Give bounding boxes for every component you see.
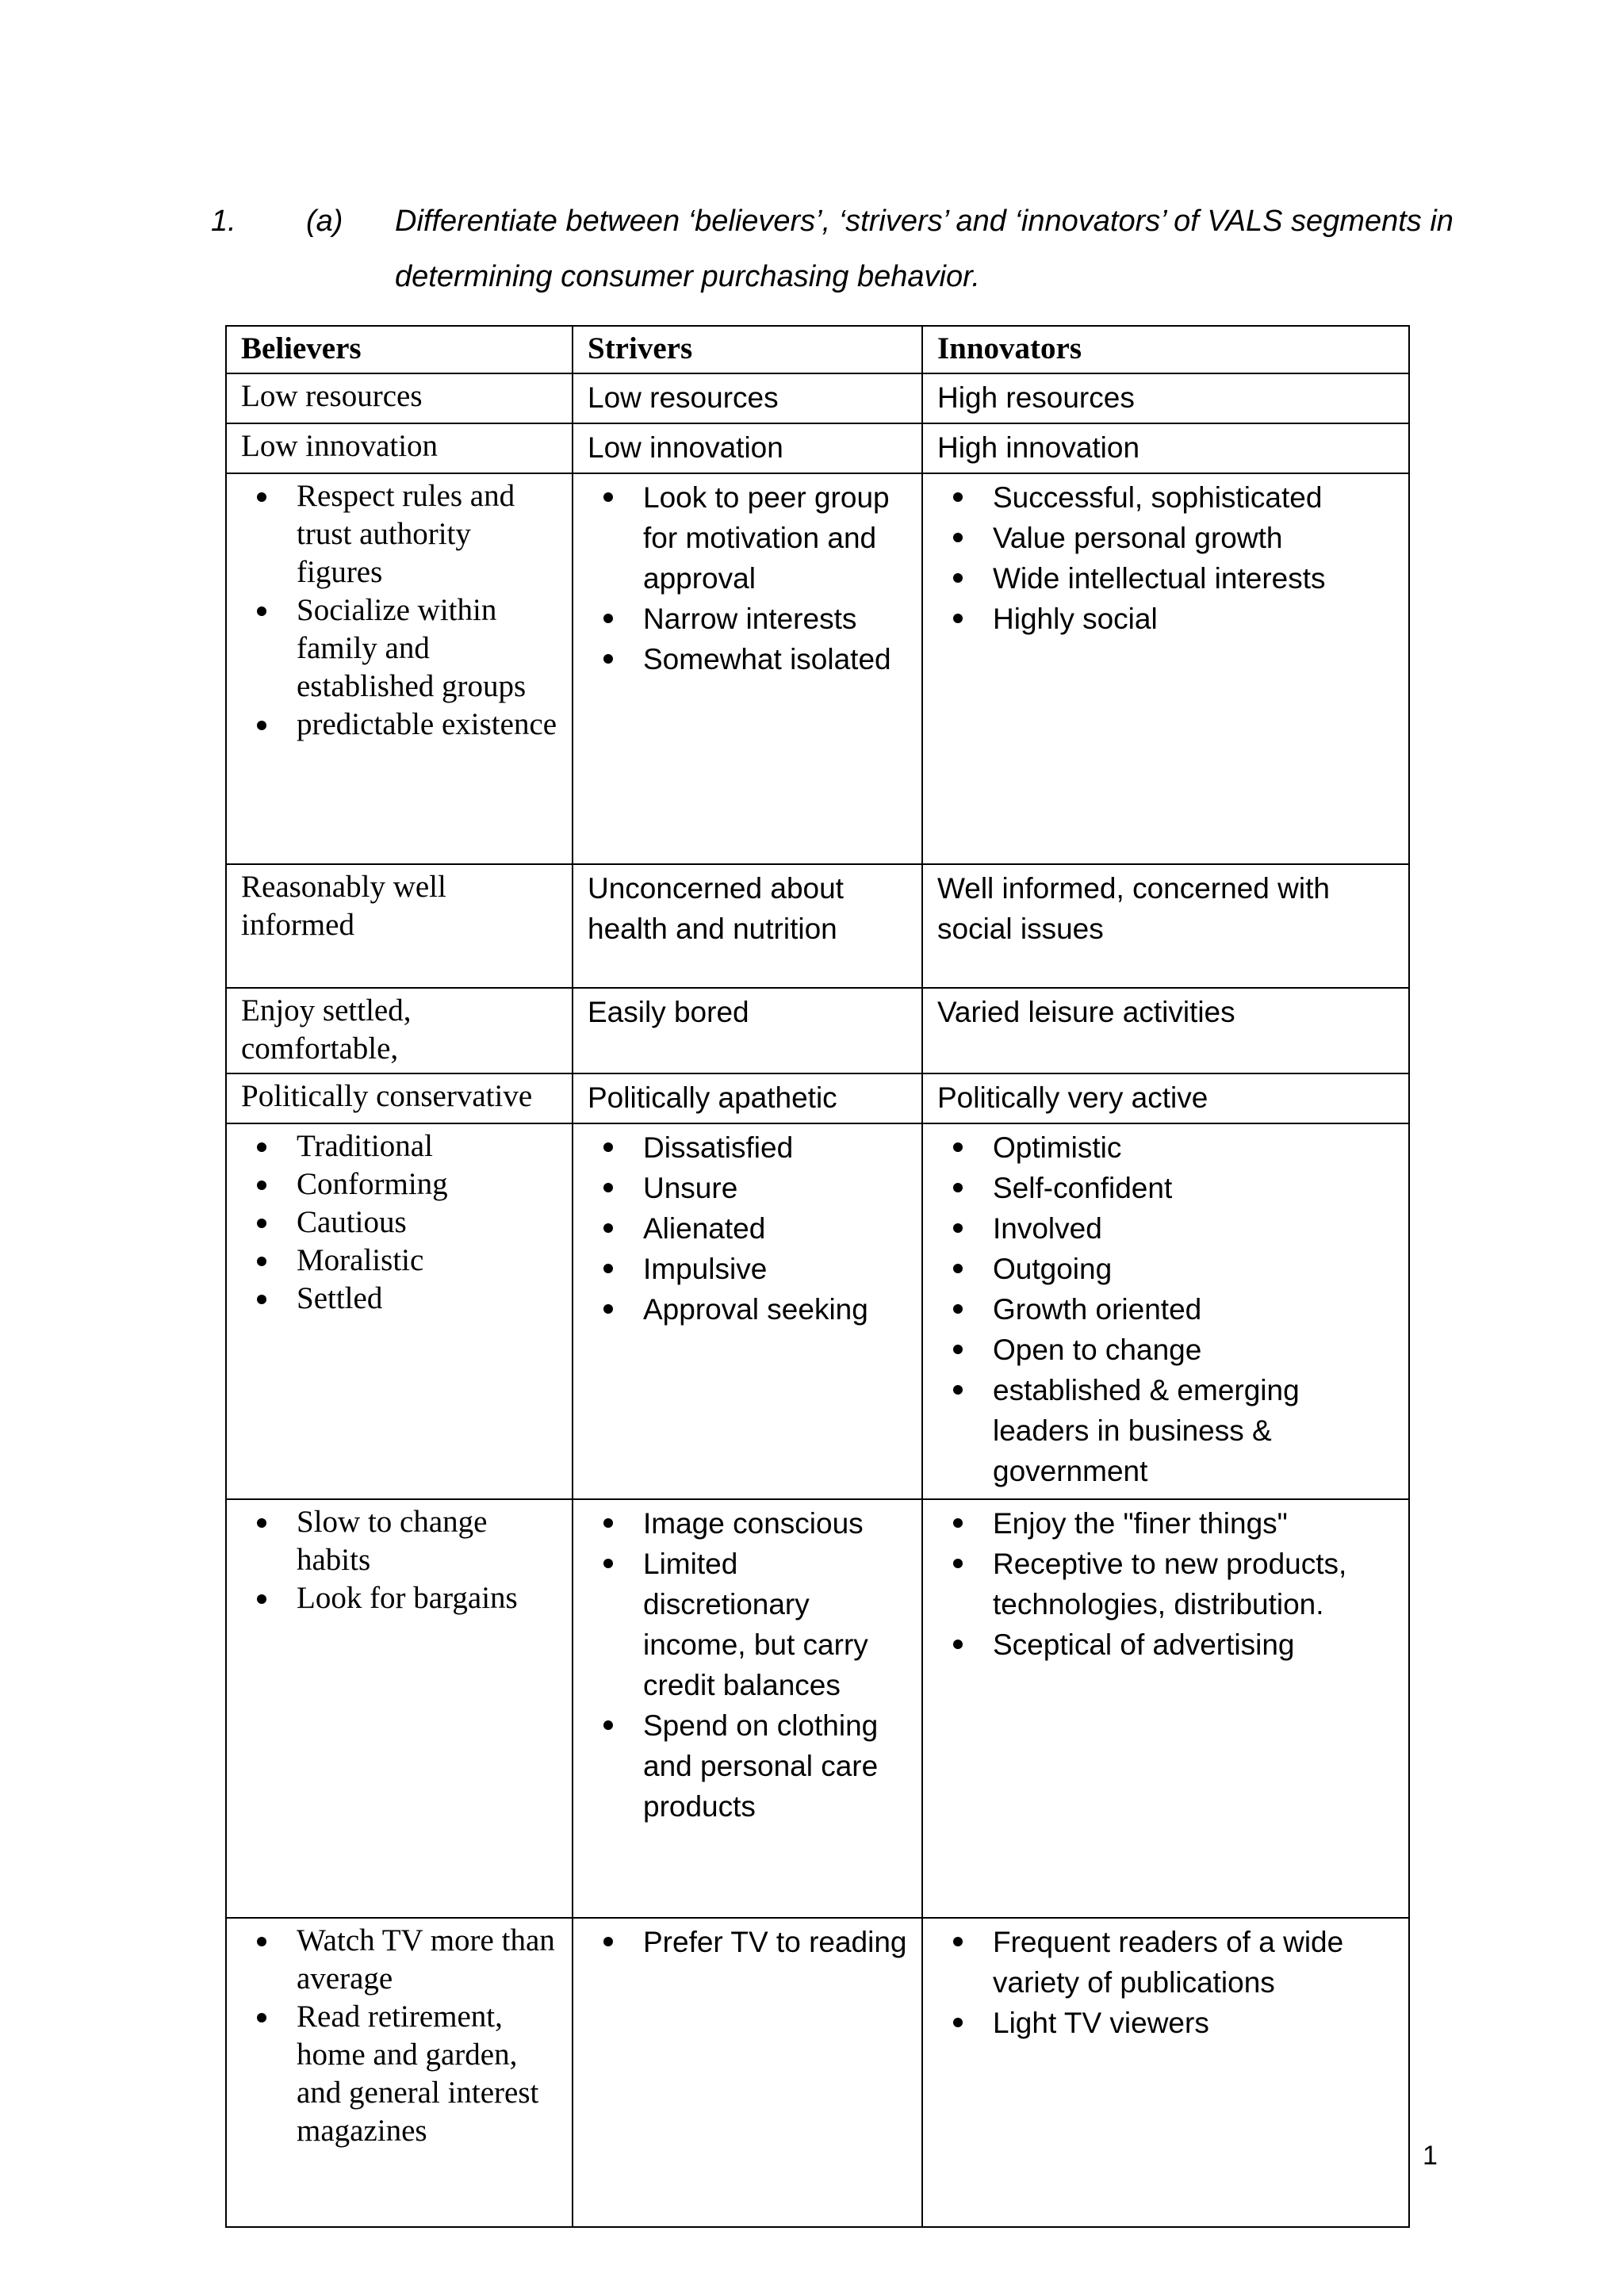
list-item: Read retirement, home and garden, and general interest magazines: [297, 1998, 557, 2150]
list-item: Wide intellectual interests: [993, 558, 1394, 599]
table-cell: [573, 473, 922, 864]
list-item: Impulsive: [643, 1249, 907, 1289]
table-cell: Reasonably well informed: [226, 864, 573, 988]
list-item: Somewhat isolated: [643, 639, 907, 679]
header-innovators: Innovators: [922, 326, 1409, 373]
list-item: Spend on clothing and personal care products: [643, 1705, 907, 1827]
list-item: Self-confident: [993, 1168, 1394, 1208]
table-row: [226, 1918, 1409, 2227]
list-item: Traditional: [297, 1127, 557, 1165]
table-cell: Politically very active: [922, 1073, 1409, 1123]
list-item: Image conscious: [643, 1503, 907, 1544]
table-cell: Politically conservative: [226, 1073, 573, 1123]
bullet-list: [241, 1127, 557, 1318]
table-header-row: [226, 326, 1409, 373]
list-item: Sceptical of advertising: [993, 1624, 1394, 1665]
bullet-list: [937, 1127, 1394, 1491]
list-item: Conforming: [297, 1165, 557, 1203]
list-item: Limited discretionary income, but carry credit balances: [643, 1544, 907, 1705]
bullet-list: [588, 1127, 907, 1330]
list-item: Slow to change habits: [297, 1503, 557, 1579]
list-item: Moralistic: [297, 1242, 557, 1280]
list-item: Socialize within family and established groups: [297, 591, 557, 706]
header-believers: Believers: [226, 326, 573, 373]
bullet-list: [241, 1503, 557, 1617]
table-cell: [922, 1918, 1409, 2227]
table-cell: Easily bored: [573, 988, 922, 1073]
list-item: Enjoy the "finer things": [993, 1503, 1394, 1544]
list-item: Respect rules and trust authority figures: [297, 477, 557, 591]
question-number: 1.: [211, 205, 236, 238]
list-item: Open to change: [993, 1330, 1394, 1370]
table-cell: High innovation: [922, 423, 1409, 473]
list-item: Narrow interests: [643, 599, 907, 639]
table-cell: [922, 1499, 1409, 1918]
table-cell: Well informed, concerned with social issues: [922, 864, 1409, 988]
list-item: Light TV viewers: [993, 2003, 1394, 2043]
table-row: [226, 864, 1409, 988]
list-item: Receptive to new products, technologies, distribution.: [993, 1544, 1394, 1624]
table-cell: Varied leisure activities: [922, 988, 1409, 1073]
list-item: Value personal growth: [993, 518, 1394, 558]
list-item: Frequent readers of a wide variety of publications: [993, 1922, 1394, 2003]
table-cell: Politically apathetic: [573, 1073, 922, 1123]
list-item: Watch TV more than average: [297, 1922, 557, 1998]
header-strivers: Strivers: [573, 326, 922, 373]
list-item: Settled: [297, 1280, 557, 1318]
list-item: Involved: [993, 1208, 1394, 1249]
list-item: Look to peer group for motivation and approval: [643, 477, 907, 599]
table-row: [226, 473, 1409, 864]
bullet-list: [588, 1503, 907, 1827]
table-row: [226, 373, 1409, 423]
list-item: Cautious: [297, 1203, 557, 1242]
bullet-list: [937, 1922, 1394, 2043]
list-item: Unsure: [643, 1168, 907, 1208]
table-cell: [922, 1123, 1409, 1499]
bullet-list: [937, 1503, 1394, 1665]
bullet-list: [241, 1922, 557, 2150]
list-item: Prefer TV to reading: [643, 1922, 907, 1962]
list-item: Look for bargains: [297, 1579, 557, 1617]
table-row: [226, 1499, 1409, 1918]
table-row: [226, 988, 1409, 1073]
table-cell: Low innovation: [226, 423, 573, 473]
list-item: predictable existence: [297, 706, 557, 744]
table-cell: [573, 1918, 922, 2227]
table-row: [226, 1123, 1409, 1499]
table-cell: Low innovation: [573, 423, 922, 473]
question-part: (a): [306, 205, 343, 238]
table-cell: Enjoy settled, comfortable,: [226, 988, 573, 1073]
list-item: Approval seeking: [643, 1289, 907, 1330]
list-item: Highly social: [993, 599, 1394, 639]
table-cell: [573, 1123, 922, 1499]
table-cell: [573, 1499, 922, 1918]
bullet-list: [241, 477, 557, 744]
table-cell: [226, 1123, 573, 1499]
bullet-list: [588, 1922, 907, 1962]
table-row: [226, 1073, 1409, 1123]
list-item: established & emerging leaders in business & government: [993, 1370, 1394, 1491]
list-item: Optimistic: [993, 1127, 1394, 1168]
bullet-list: [937, 477, 1394, 639]
table-cell: Low resources: [226, 373, 573, 423]
list-item: Dissatisfied: [643, 1127, 907, 1168]
table-cell: [226, 473, 573, 864]
table-cell: [226, 1499, 573, 1918]
table-cell: High resources: [922, 373, 1409, 423]
list-item: Outgoing: [993, 1249, 1394, 1289]
page-number: 1: [1423, 2141, 1438, 2171]
table-cell: [226, 1918, 573, 2227]
list-item: Alienated: [643, 1208, 907, 1249]
question-text: Differentiate between ‘believers’, ‘strivers’ and ‘innovators’ of VALS segments in determining consumer purchasing behavior.: [395, 205, 1454, 293]
table-cell: [922, 473, 1409, 864]
bullet-list: [588, 477, 907, 679]
list-item: Successful, sophisticated: [993, 477, 1394, 518]
table-cell: Unconcerned about health and nutrition: [573, 864, 922, 988]
table-row: [226, 423, 1409, 473]
vals-comparison-table: [225, 325, 1410, 2228]
question: [211, 193, 1480, 304]
list-item: Growth oriented: [993, 1289, 1394, 1330]
table-cell: Low resources: [573, 373, 922, 423]
